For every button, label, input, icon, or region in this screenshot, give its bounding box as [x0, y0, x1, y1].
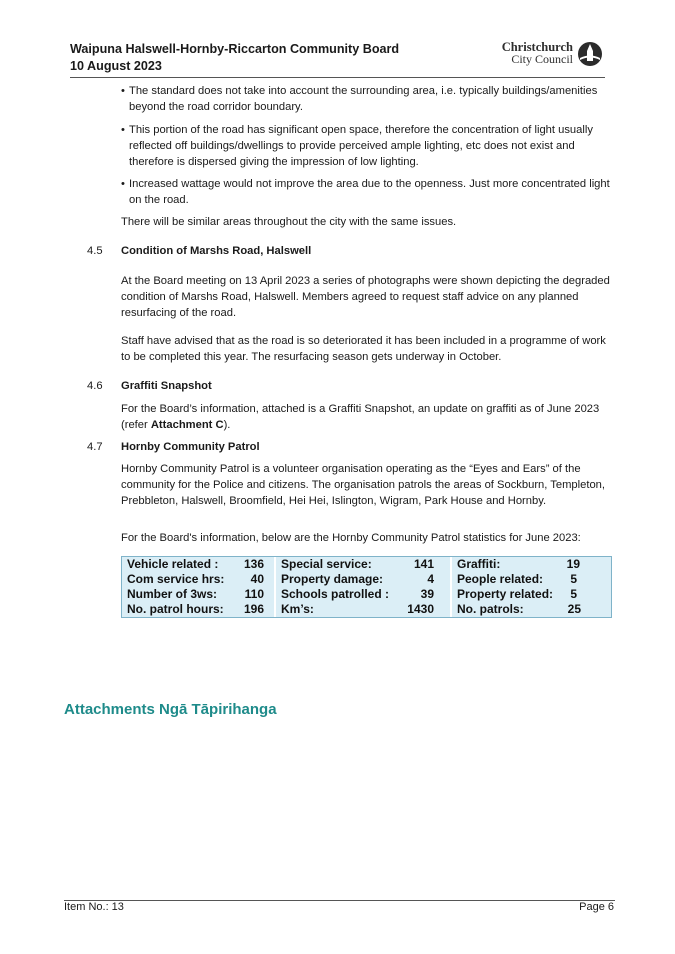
section-heading: Hornby Community Patrol [121, 441, 260, 453]
section-paragraph: Hornby Community Patrol is a volunteer organisation operating as the “Eyes and Ears” of the community for the Police and citizens. The organisation patrols the areas of Sockburn, Templeton, Prebbleton, Halswell, Broomfield, Hei Hei, Islington, Wigram, Park House and Hornby. [121, 463, 606, 507]
bullet-text: This portion of the road has significant open space, therefore the concentration of light usually reflected off buildings/dwellings to provide perceived ample lighting, etc does not exist and therefore is dispersed giving the impression of low lighting. [129, 124, 593, 168]
bullet-dot: • [121, 178, 125, 190]
table-cell: Vehicle related : 136 [122, 557, 274, 572]
section-number: 4.5 [87, 245, 103, 257]
cathedral-logo-icon [577, 41, 603, 67]
item-number: Item No.: 13 [64, 901, 124, 913]
attachments-heading: Attachments Ngā Tāpirihanga [64, 701, 277, 718]
section-heading: Graffiti Snapshot [121, 380, 212, 392]
header-divider [70, 77, 605, 78]
section-paragraph: At the Board meeting on 13 April 2023 a series of photographs were shown depicting the degraded condition of Marshs Road, Halswell. Members agreed to request staff advice on any planned resurfacing of the road. [121, 275, 610, 319]
table-row [122, 602, 611, 617]
table-cell: Number of 3ws: 110 [122, 587, 274, 602]
table-cell: No. patrols: 25 [452, 602, 611, 617]
page-number: Page 6 [579, 901, 614, 913]
attachment-reference: Attachment C [150, 419, 224, 431]
table-cell: Property damage: 4 [276, 572, 450, 587]
bullet-item [121, 83, 613, 115]
table-cell: Property related: 5 [452, 587, 611, 602]
table-cell: Km’s: 1430 [276, 602, 450, 617]
meeting-date: 10 August 2023 [70, 59, 162, 73]
bullet-item [121, 122, 613, 170]
patrol-statistics-table [121, 556, 612, 618]
section-paragraph: For the Board's information, below are the Hornby Community Patrol statistics for June 2023: [121, 532, 581, 544]
bullet-dot: • [121, 124, 125, 136]
table-cell: Graffiti: 19 [452, 557, 611, 572]
table-cell: No. patrol hours: 196 [122, 602, 274, 617]
table-cell: Com service hrs: 40 [122, 572, 274, 587]
table-cell: Schools patrolled : 39 [276, 587, 450, 602]
section-number: 4.6 [87, 380, 103, 392]
table-cell: People related: 5 [452, 572, 611, 587]
column-divider [274, 557, 276, 617]
column-divider [450, 557, 452, 617]
bullet-dot: • [121, 85, 125, 97]
footer-divider [64, 900, 615, 901]
bullet-text: Increased wattage would not improve the area due to the openness. Just more concentrated light on the road. [129, 178, 610, 206]
logo-text-line1: Christchurch [501, 40, 573, 54]
council-logo [497, 41, 603, 69]
table-row [122, 557, 611, 572]
table-row [122, 587, 611, 602]
bullet-item [121, 176, 613, 208]
table-row [122, 572, 611, 587]
similar-areas-text: There will be similar areas throughout the city with the same issues. [121, 216, 457, 228]
table-cell: Special service: 141 [276, 557, 450, 572]
bullet-text: The standard does not take into account the surrounding area, i.e. typically buildings/amenities beyond the road corridor boundary. [129, 85, 598, 113]
document-header [70, 41, 470, 75]
board-name: Waipuna Halswell-Hornby-Riccarton Community Board [70, 42, 400, 56]
section-number: 4.7 [87, 441, 103, 453]
section-heading: Condition of Marshs Road, Halswell [121, 245, 312, 257]
section-paragraph: For the Board’s information, attached is a Graffiti Snapshot, an update on graffiti as of June 2023 (refer Attachment C). [121, 403, 600, 431]
logo-text-line2: City Council [511, 52, 573, 66]
section-paragraph: Staff have advised that as the road is so deteriorated it has been included in a programme of work to be completed this year. The resurfacing season gets underway in October. [121, 335, 606, 363]
